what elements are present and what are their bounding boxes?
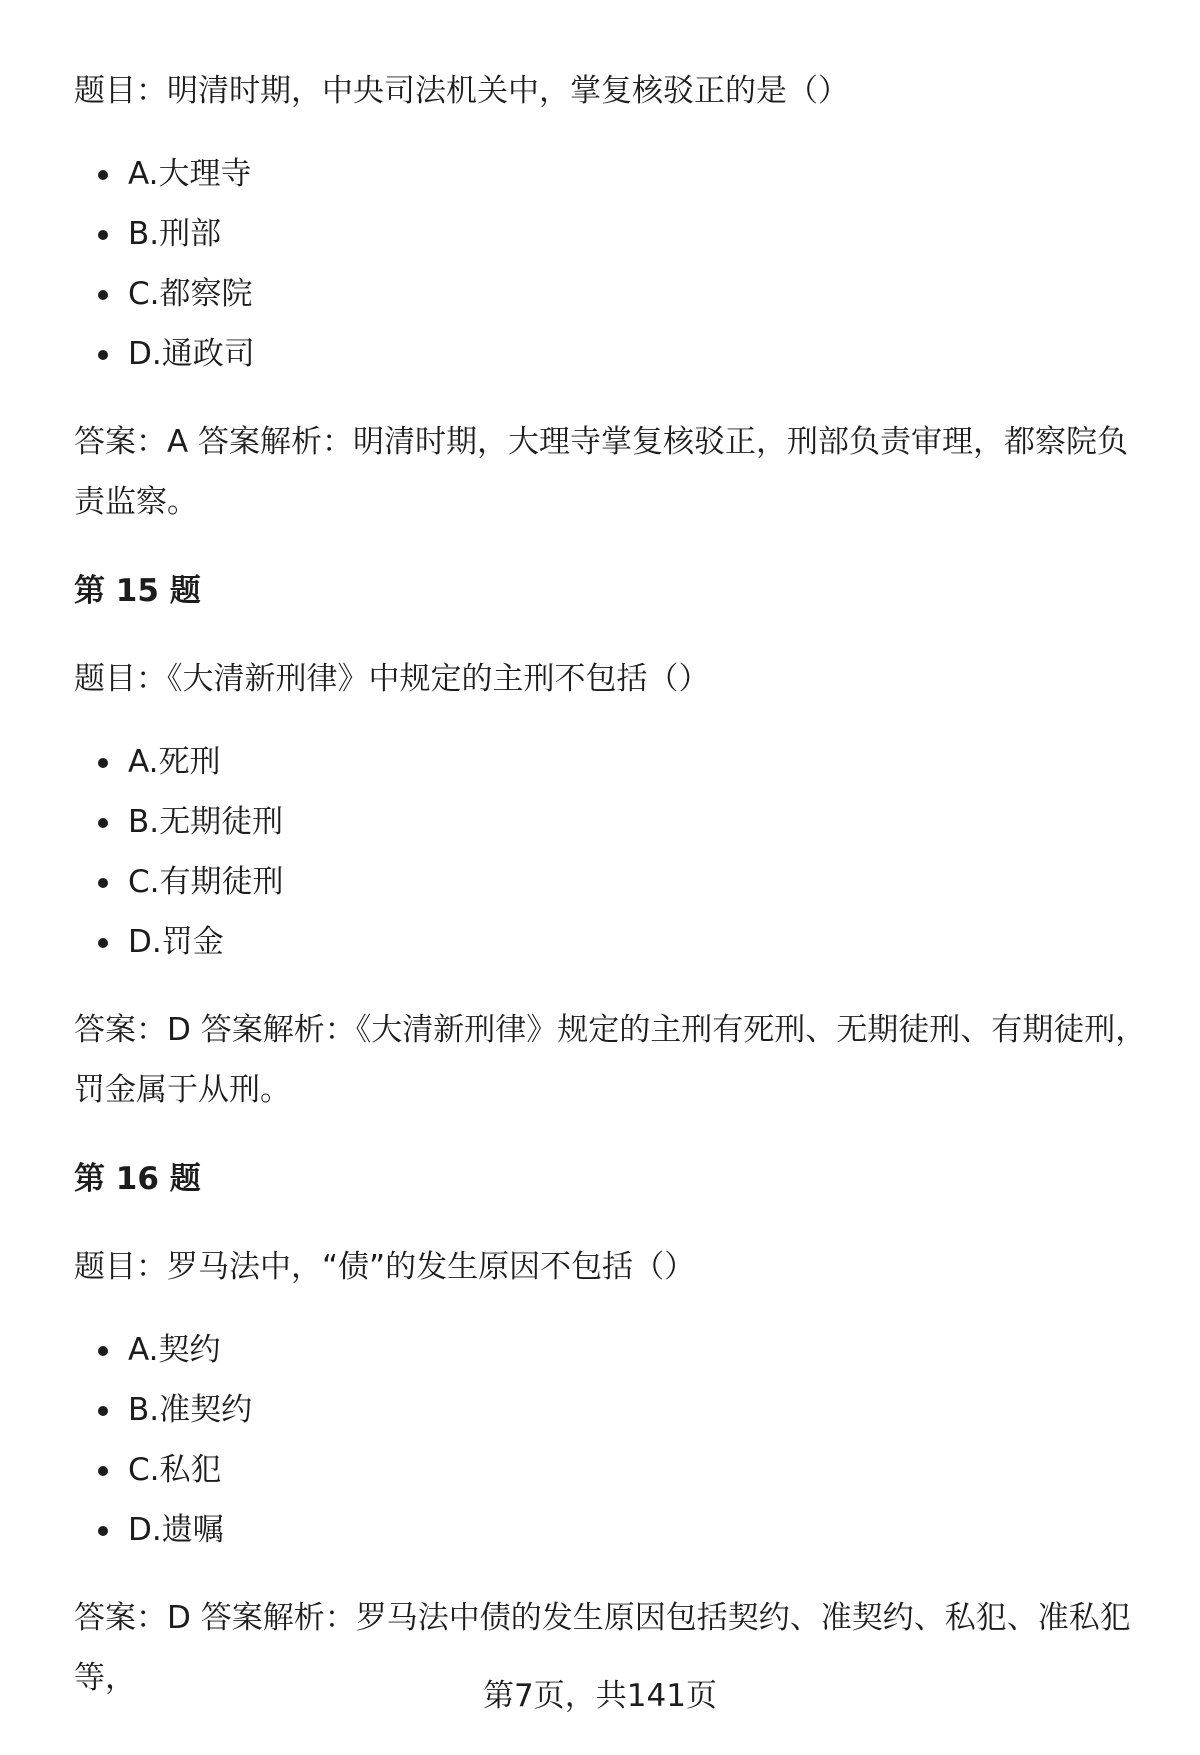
question-block-16 xyxy=(74,1150,1154,1708)
question-text: 题目：明清时期，中央司法机关中，掌复核驳正的是（） xyxy=(74,73,849,109)
option-a: A.契约 xyxy=(74,1320,1154,1380)
question-heading: 第 15 题 xyxy=(74,573,201,609)
option-a: A.死刑 xyxy=(74,732,1154,792)
option-b: B.准契约 xyxy=(74,1380,1154,1440)
answer-explanation: 答案：D 答案解析：罗马法中债的发生原因包括契约、准契约、私犯、准私犯等， xyxy=(74,1600,1131,1696)
page-indicator: 第7页，共141页 xyxy=(483,1678,717,1714)
option-b: B.无期徒刑 xyxy=(74,792,1154,852)
option-d: D.通政司 xyxy=(74,324,1154,384)
option-b: B.刑部 xyxy=(74,204,1154,264)
option-a: A.大理寺 xyxy=(74,144,1154,204)
option-d: D.遗嘱 xyxy=(74,1500,1154,1560)
option-d: D.罚金 xyxy=(74,912,1154,972)
option-list xyxy=(74,1320,1154,1560)
question-heading: 第 16 题 xyxy=(74,1161,201,1197)
option-c: C.都察院 xyxy=(74,264,1154,324)
answer-explanation: 答案：D 答案解析：《大清新刑律》规定的主刑有死刑、无期徒刑、有期徒刑，罚金属于从刑。 xyxy=(74,1012,1147,1108)
answer-explanation: 答案：A 答案解析：明清时期，大理寺掌复核驳正，刑部负责审理，都察院负责监察。 xyxy=(74,424,1129,520)
question-block-14 xyxy=(74,62,1154,532)
option-c: C.有期徒刑 xyxy=(74,852,1154,912)
question-block-15 xyxy=(74,562,1154,1120)
question-text: 题目：《大清新刑律》中规定的主刑不包括（） xyxy=(74,661,710,697)
question-text: 题目：罗马法中，“债”的发生原因不包括（） xyxy=(74,1249,696,1285)
document-page xyxy=(74,62,1154,1738)
page-footer xyxy=(0,1672,1200,1720)
option-list xyxy=(74,732,1154,972)
option-list xyxy=(74,144,1154,384)
option-c: C.私犯 xyxy=(74,1440,1154,1500)
